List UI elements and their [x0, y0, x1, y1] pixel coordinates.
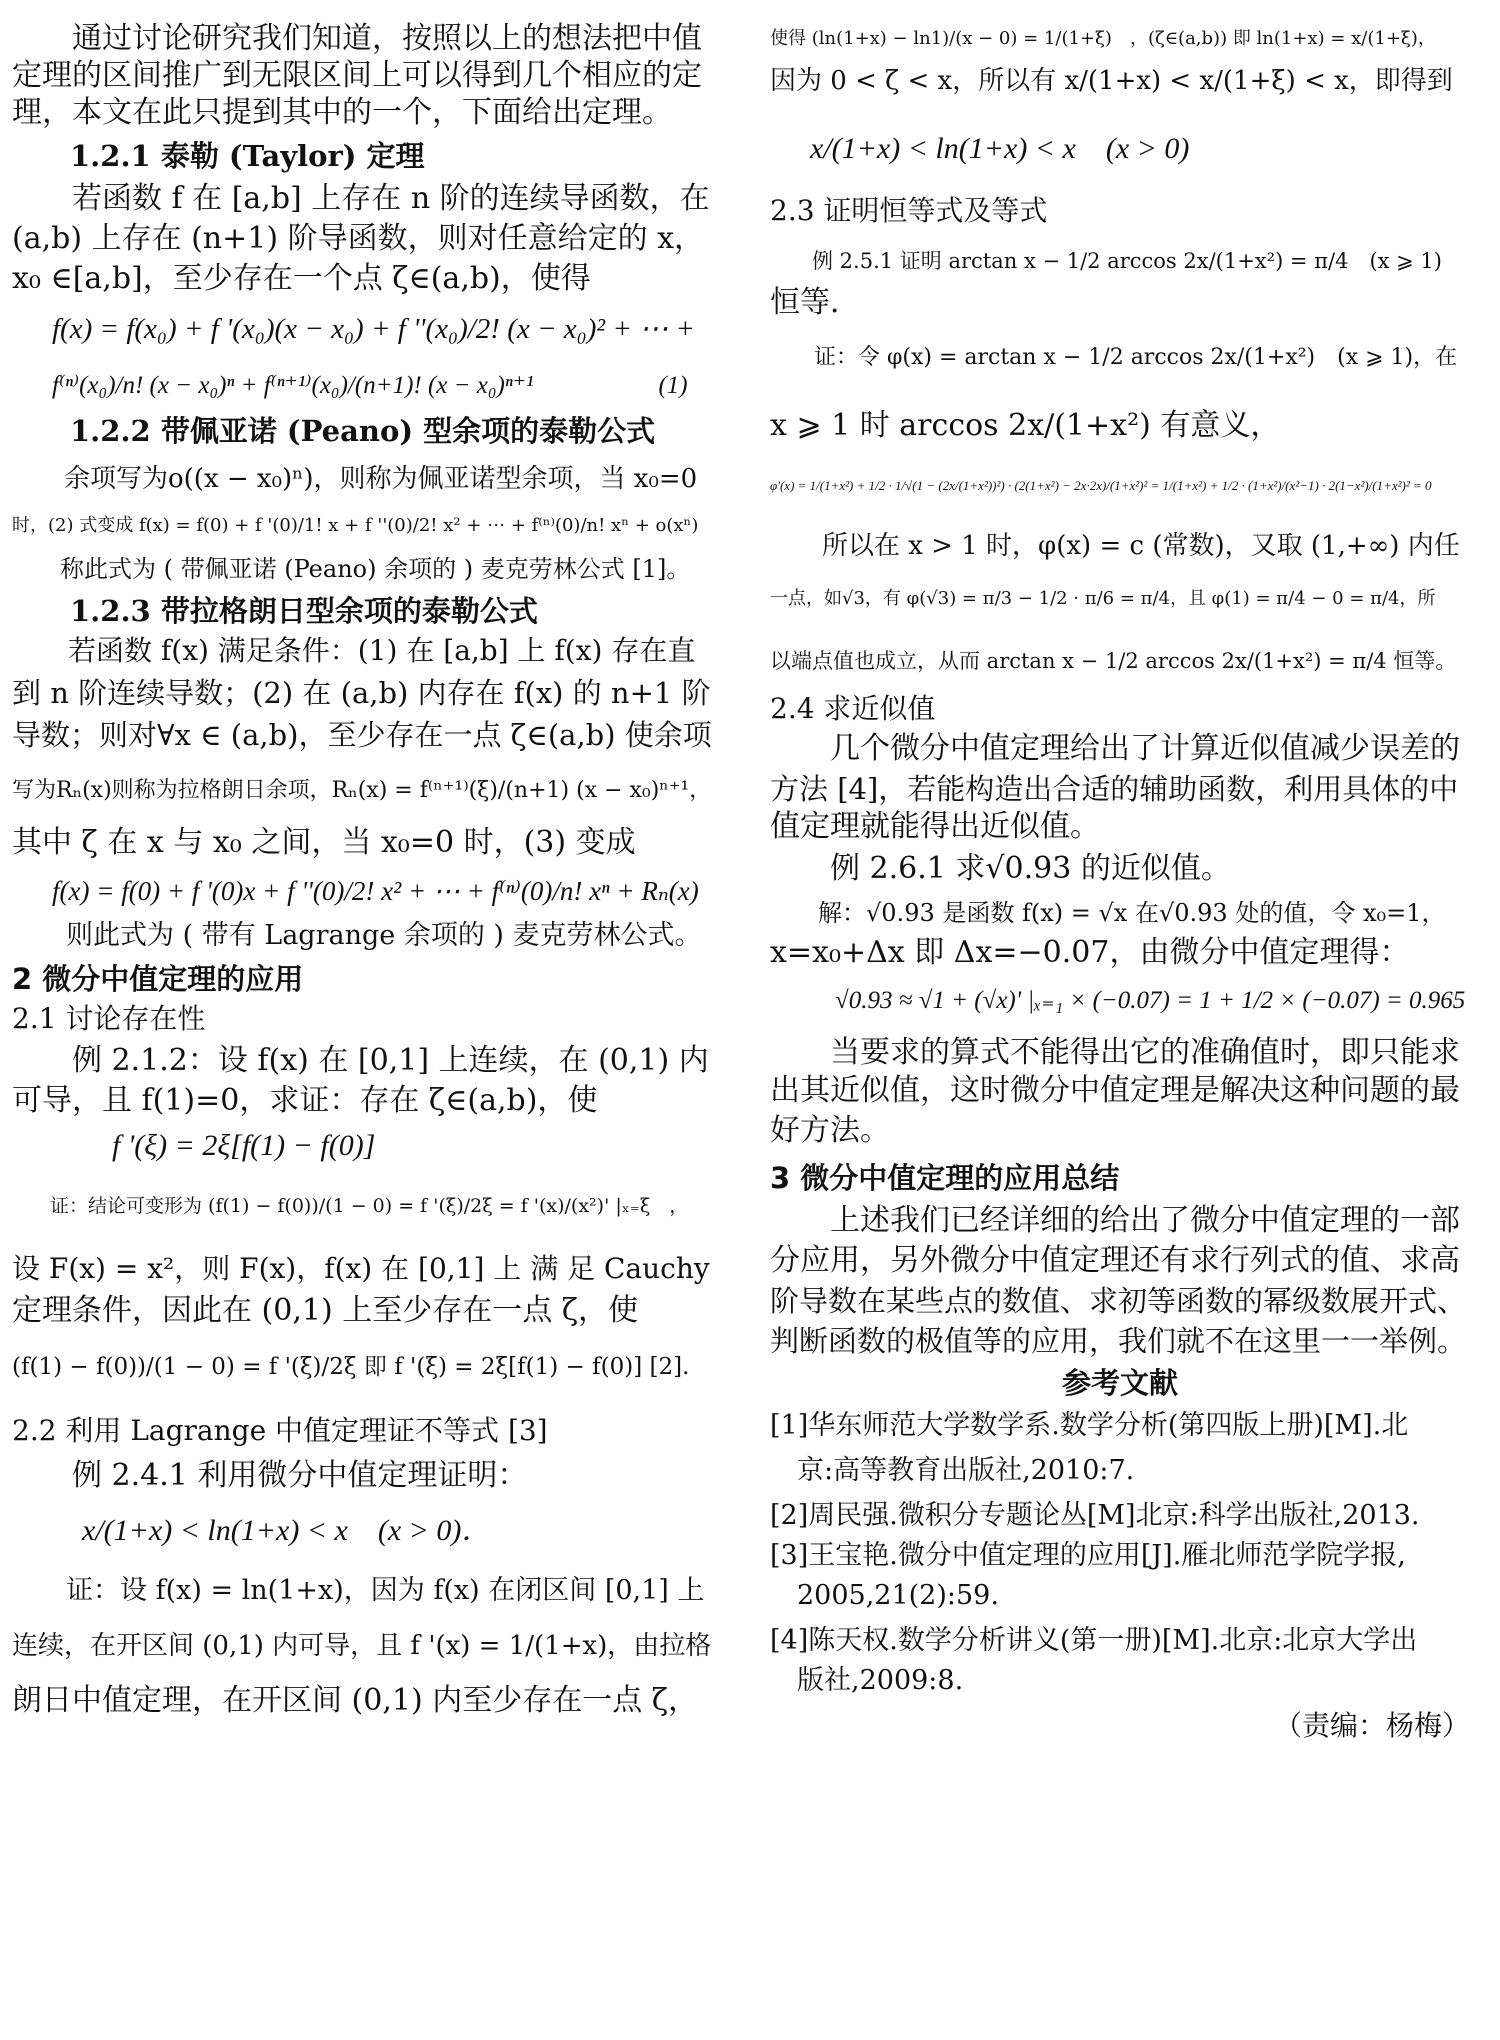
- left-column-line-34-body: 连续，在开区间 (0,1) 内可导，且 f '(x) = 1/(1+x)，由拉格: [12, 1631, 712, 1661]
- left-column-line-10-body: 余项写为o((x − x₀)ⁿ)，则称为佩亚诺型余项，当 x₀=0: [12, 464, 698, 494]
- left-column-line-33-body: 证：设 f(x) = ln(1+x)，因为 f(x) 在闭区间 [0,1] 上: [12, 1575, 705, 1606]
- left-column-line-11-body: 时，(2) 式变成 f(x) = f(0) + f '(0)/1! x + f ''(0)/2! x² + ⋯ + f⁽ⁿ⁾(0)/n! xⁿ + o(xⁿ): [12, 515, 699, 536]
- right-column-line-10-body: 一点，如√3，有 φ(√3) = π/3 − 1/2 · π/6 = π/4，且 φ(1) = π/4 − 0 = π/4，所: [770, 588, 1436, 609]
- left-column-line-32-formula: x/(1+x) < ln(1+x) < x (x > 0)．: [52, 1514, 492, 1547]
- left-column-line-1-body: 定理的区间推广到无限区间上可以得到几个相应的定: [12, 58, 702, 93]
- left-column-line-23-body: 例 2.1.2：设 f(x) 在 [0,1] 上连续，在 (0,1) 内: [12, 1043, 709, 1078]
- left-column-line-8-formula: f⁽ⁿ⁾(x₀)/n! (x − x₀)ⁿ + f⁽ⁿ⁺¹⁾(x₀)/(n+1)! (x − x₀)ⁿ⁺¹ (1): [52, 372, 688, 399]
- left-column-line-27-body: 设 F(x) = x²，则 F(x)，f(x) 在 [0,1] 上 满 足 Cauchy: [12, 1252, 710, 1285]
- right-column-line-18-body: x=x₀+Δx 即 Δx=−0.07，由微分中值定理得：: [770, 935, 1410, 970]
- right-column-line-33-ref: 2005,21(2):59.: [770, 1580, 999, 1611]
- left-column-line-4-body: 若函数 f 在 [a,b] 上存在 n 阶的连续导函数，在: [12, 181, 710, 216]
- left-column-line-16-body: 导数；则对∀x ∈ (a,b)，至少存在一点 ζ∈(a,b) 使余项: [12, 718, 712, 752]
- left-column-line-31-body: 例 2.4.1 利用微分中值定理证明：: [12, 1458, 528, 1493]
- right-column-line-12-minor: 2.4 求近似值: [770, 692, 936, 725]
- left-column-line-28-body: 定理条件，因此在 (0,1) 上至少存在一点 ζ，使: [12, 1293, 638, 1328]
- right-column-line-1-body: 因为 0 < ζ < x，所以有 x/(1+x) < x/(1+ξ) < x，即得到: [770, 66, 1453, 96]
- right-column-line-27-body: 判断函数的极值等的应用，我们就不在这里一一举例。: [770, 1324, 1467, 1358]
- left-column-line-6-body: x₀ ∈[a,b]，至少存在一个点 ζ∈(a,b)，使得: [12, 261, 591, 296]
- right-column-line-11-body: 以端点值也成立，从而 arctan x − 1/2 arccos 2x/(1+x²) = π/4 恒等。: [770, 649, 1457, 673]
- left-column-line-14-body: 若函数 f(x) 满足条件：(1) 在 [a,b] 上 f(x) 存在直: [12, 634, 696, 667]
- left-column-line-15-body: 到 n 阶连续导数；(2) 在 (a,b) 内存在 f(x) 的 n+1 阶: [12, 676, 711, 710]
- right-column-line-15-body: 值定理就能得出近似值。: [770, 809, 1100, 844]
- right-column-line-13-body: 几个微分中值定理给出了计算近似值减少误差的: [770, 731, 1460, 766]
- left-column-line-3-subheading: 1.2.1 泰勒 (Taylor) 定理: [12, 139, 425, 173]
- right-column-line-36-editor: （责编：杨梅）: [1273, 1709, 1470, 1742]
- right-column-line-3-minor: 2.3 证明恒等式及等式: [770, 194, 1048, 227]
- left-column-line-17-body: 写为Rₙ(x)则称为拉格朗日余项，Rₙ(x) = f⁽ⁿ⁺¹⁾(ξ)/(n+1) (x − x₀)ⁿ⁺¹，: [12, 778, 712, 803]
- left-column-line-25-formula: f '(ξ) = 2ξ[f(1) − f(0)]: [52, 1129, 376, 1162]
- left-column-line-35-body: 朗日中值定理，在开区间 (0,1) 内至少存在一点 ζ，: [12, 1683, 698, 1718]
- right-column-line-0-body: 使得 (ln(1+x) − ln1)/(x − 0) = 1/(1+ξ) ，(ζ∈(a,b)) 即 ln(1+x) = x/(1+ξ)，: [770, 28, 1436, 49]
- right-column-line-34-ref: [4]陈天权.数学分析讲义(第一册)[M].北京:北京大学出: [770, 1625, 1418, 1656]
- left-column-line-29-body: (f(1) − f(0))/(1 − 0) = f '(ξ)/2ξ 即 f '(ξ) = 2ξ[f(1) − f(0)] [2].: [12, 1354, 690, 1380]
- right-column-line-31-ref: [2]周民强.微积分专题论丛[M]北京:科学出版社,2013.: [770, 1500, 1420, 1531]
- right-column-line-35-ref: 版社,2009:8.: [770, 1665, 964, 1696]
- right-column-line-14-body: 方法 [4]，若能构造出合适的辅助函数，利用具体的中: [770, 772, 1459, 806]
- right-column-line-17-body: 解：√0.93 是函数 f(x) = √x 在√0.93 处的值，令 x₀=1，: [770, 899, 1446, 927]
- right-column-line-26-body: 阶导数在某些点的数值、求初等函数的幂级数展开式、: [770, 1284, 1467, 1318]
- left-column-line-13-subheading: 1.2.3 带拉格朗日型余项的泰勒公式: [12, 594, 538, 628]
- left-column-line-30-minor: 2.2 利用 Lagrange 中值定理证不等式 [3]: [12, 1414, 548, 1447]
- right-column-line-16-body: 例 2.6.1 求√0.93 的近似值。: [770, 851, 1231, 886]
- right-column-line-2-formula: x/(1+x) < ln(1+x) < x (x > 0): [810, 132, 1190, 165]
- right-column-line-20-body: 当要求的算式不能得出它的准确值时，即只能求: [770, 1035, 1460, 1070]
- left-column-line-12-body: 称此式为 ( 带佩亚诺 (Peano) 余项的 ) 麦克劳林公式 [1]。: [12, 555, 691, 583]
- left-column-line-9-subheading: 1.2.2 带佩亚诺 (Peano) 型余项的泰勒公式: [12, 414, 656, 448]
- left-column-line-22-minor: 2.1 讨论存在性: [12, 1002, 206, 1035]
- right-column-line-22-body: 好方法。: [770, 1113, 890, 1148]
- right-column-line-32-ref: [3]王宝艳.微分中值定理的应用[J].雁北师范学院学报,: [770, 1540, 1406, 1571]
- left-column-line-21-section: 2 微分中值定理的应用: [12, 962, 304, 996]
- left-column-line-20-body: 则此式为 ( 带有 Lagrange 余项的 ) 麦克劳林公式。: [12, 920, 702, 951]
- left-column-line-0-body: 通过讨论研究我们知道，按照以上的想法把中值: [12, 21, 702, 56]
- left-column-line-18-body: 其中 ζ 在 x 与 x₀ 之间，当 x₀=0 时，(3) 变成: [12, 825, 636, 860]
- right-column-line-24-body: 上述我们已经详细的给出了微分中值定理的一部: [770, 1203, 1460, 1238]
- right-column-line-23-section: 3 微分中值定理的应用总结: [770, 1161, 1120, 1195]
- right-column-line-21-body: 出其近似值，这时微分中值定理是解决这种问题的最: [770, 1073, 1460, 1108]
- left-column-line-2-body: 理，本文在此只提到其中的一个，下面给出定理。: [12, 95, 672, 130]
- right-column-line-30-ref: 京:高等教育出版社,2010:7.: [770, 1455, 1135, 1486]
- right-column-line-25-body: 分应用，另外微分中值定理还有求行列式的值、求高: [770, 1243, 1460, 1278]
- right-column-line-8-formula-small: φ'(x) = 1/(1+x²) + 1/2 · 1/√(1 − (2x/(1+x²))²) · (2(1+x²) − 2x·2x)/(1+x²)² = 1/(1+x²) + 1/2 · (1+x²)/(x²−1) · 2(1−x²)/(1+x²)² = 0: [770, 478, 1432, 493]
- right-column-line-5-body: 恒等．: [770, 285, 860, 320]
- left-column-line-24-body: 可导，且 f(1)=0，求证：存在 ζ∈(a,b)，使: [12, 1083, 598, 1118]
- left-column-line-19-formula: f(x) = f(0) + f '(0)x + f ''(0)/2! x² + ⋯ + f⁽ⁿ⁾(0)/n! xⁿ + Rₙ(x): [52, 876, 699, 906]
- right-column-line-9-body: 所以在 x > 1 时，φ(x) = c (常数)，又取 (1,+∞) 内任: [770, 531, 1460, 561]
- right-column-line-28-refs-title: 参考文献: [1061, 1366, 1178, 1400]
- left-column-line-26-body: 证：结论可变形为 (f(1) − f(0))/(1 − 0) = f '(ξ)/2ξ = f '(x)/(x²)' |ₓ₌ξ ，: [12, 1195, 689, 1217]
- left-column-line-7-formula: f(x) = f(x₀) + f '(x₀)(x − x₀) + f ''(x₀)/2! (x − x₀)² + ⋯ +: [52, 313, 695, 345]
- right-column-line-4-body: 例 2.5.1 证明 arctan x − 1/2 arccos 2x/(1+x²) = π/4 (x ⩾ 1): [770, 249, 1442, 273]
- left-column-line-5-body: (a,b) 上存在 (n+1) 阶导函数，则对任意给定的 x，: [12, 221, 705, 256]
- right-column-line-6-body: 证：令 φ(x) = arctan x − 1/2 arccos 2x/(1+x²) (x ⩾ 1)，在: [770, 345, 1458, 370]
- right-column-line-19-formula: √0.93 ≈ √1 + (√x)' |ₓ₌₁ × (−0.07) = 1 + 1/2 × (−0.07) = 0.965: [810, 987, 1466, 1014]
- right-column-line-7-body: x ⩾ 1 时 arccos 2x/(1+x²) 有意义，: [770, 408, 1281, 443]
- right-column-line-29-ref: [1]华东师范大学数学系.数学分析(第四版上册)[M].北: [770, 1410, 1409, 1441]
